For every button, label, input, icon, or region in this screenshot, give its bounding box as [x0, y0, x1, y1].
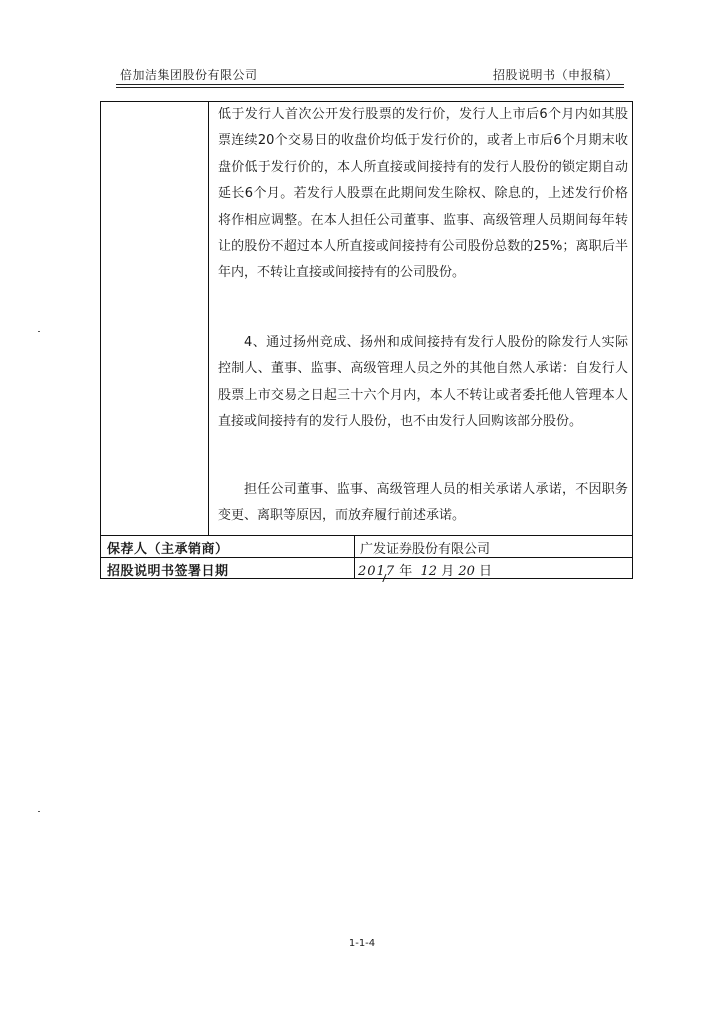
- signing-date-value: [358, 558, 528, 580]
- date-day-handwritten: 20: [458, 564, 475, 579]
- scan-speck: [38, 331, 40, 332]
- date-month-unit: 月: [441, 564, 455, 579]
- handwriting-stroke: [358, 558, 528, 582]
- commitment-paragraph-1: 低于发行人首次公开发行股票的发行价，发行人上市后6个月内如其股票连续20个交易日的收盘价均低于发行价的，或者上市后6个月期末收盘价低于发行价的，本人所直接或间接持有的发行人股份的锁定期自动延长6个月。若发行人股票在此期间发生除权、除息的，上述发行价格将作相应调整。在本人担任公司董事、监事、高级管理人员期间每年转让的股份不超过本人所直接或间接持有公司股份总数的25%；离职后半年内，不转让直接或间接持有的公司股份。: [218, 107, 628, 281]
- header-rule: [116, 84, 624, 85]
- header-document-title: 招股说明书（申报稿）: [493, 68, 619, 82]
- scan-speck: [38, 811, 40, 812]
- header-rule-secondary: [116, 87, 624, 88]
- commitment-paragraph-2: 4、通过扬州竞成、扬州和成间接持有发行人股份的除发行人实际控制人、董事、监事、高级管理人员之外的其他自然人承诺：自发行人股票上市交易之日起三十六个月内，本人不转让或者委托他人管理本人直接或间接持有的发行人股份，也不由发行人回购该部分股份。: [218, 335, 628, 430]
- sponsor-label: 保荐人（主承销商）: [107, 542, 229, 557]
- sponsor-value: 广发证券股份有限公司: [360, 542, 491, 557]
- commitment-paragraph-3: 担任公司董事、监事、高级管理人员的相关承诺人承诺，不因职务变更、离职等原因，而放弃履行前述承诺。: [218, 482, 628, 524]
- table-column-divider: [354, 535, 355, 579]
- date-month-handwritten: 12: [420, 564, 438, 579]
- date-year-unit: 年: [399, 564, 413, 579]
- date-year-handwritten: 2017: [358, 564, 396, 579]
- page-number: 1-1-4: [348, 938, 376, 949]
- table-row-divider: [100, 535, 633, 536]
- date-day-unit: 日: [479, 564, 493, 579]
- table-column-divider: [208, 101, 209, 535]
- signing-date-label: 招股说明书签署日期: [107, 564, 229, 579]
- header-company-name: 倍加洁集团股份有限公司: [120, 68, 258, 82]
